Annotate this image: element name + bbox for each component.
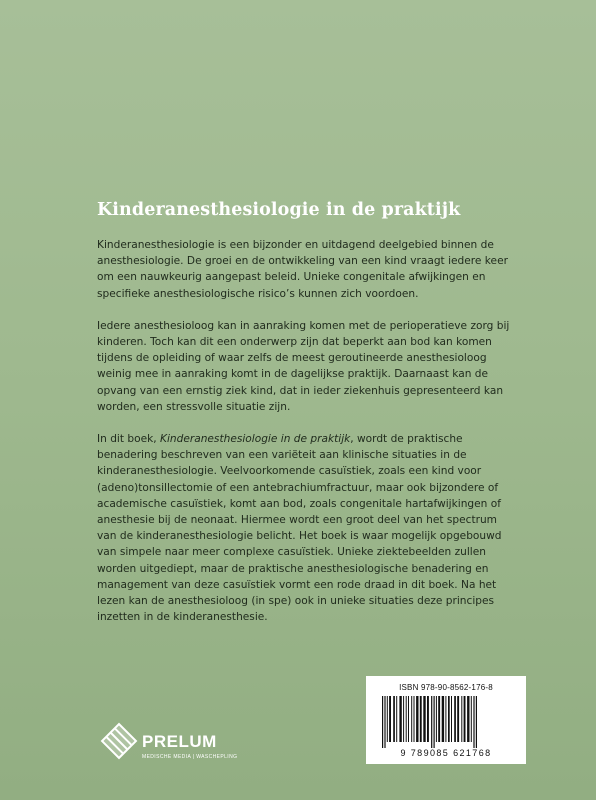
prelum-diamond-logo-icon bbox=[100, 722, 138, 760]
barcode-icon bbox=[380, 696, 512, 748]
barcode-digits: 9 789085 621768 bbox=[400, 748, 492, 758]
publisher-name: PRELUM bbox=[142, 732, 217, 751]
isbn-barcode bbox=[366, 676, 526, 764]
publisher-logo bbox=[100, 722, 260, 770]
book-title: Kinderanesthesiologie in de praktijk bbox=[97, 200, 461, 220]
isbn-label: ISBN 978-90-8562-176-8 bbox=[399, 683, 493, 692]
blurb-paragraph-2: Iedere anesthesioloog kan in aanraking komen met de perioperatieve zorg bij kinderen. Toch kan dit een onderwerp zijn dat beperkt aan bod kan komen tijdens de opleiding of waar zelfs de meest geroutineerde anesthesioloog weinig mee in aanraking komt in de dagelijkse praktijk. Daarnaast kan de opvang van een ernstig ziek kind, dat in ieder ziekenhuis gepresenteerd kan worden, een stressvolle situatie zijn. bbox=[97, 319, 510, 413]
book-title-italic: Kinderanesthesiologie in de praktijk bbox=[160, 433, 351, 446]
blurb-paragraph-1: Kinderanesthesiologie is een bijzonder en uitdagend deelgebied binnen de anesthesiologie. De groei en de ontwikkeling van een kind vraagt iedere keer om een nauwkeurig aangepast beleid. Unieke congenitale afwijkingen en specifieke anesthesiologische risico’s kunnen zich voordoen. bbox=[97, 239, 508, 300]
blurb bbox=[97, 237, 517, 641]
publisher-tagline: MEDISCHE MEDIA | WASCHEPLING bbox=[142, 754, 238, 760]
blurb-paragraph-3: In dit boek, Kinderanesthesiologie in de praktijk, wordt de praktische benadering beschreven van een variëteit aan klinische situaties in de kinderanesthesiologie. Veelvoorkomende casuïstiek, zoals een kind voor (adeno)tonsillectomie of een antebrachiumfractuur, maar ook bijzondere of academische casuïstiek, komt aan bod, zoals congenitale hartafwijkingen of anesthesie bij de neonaat. Hiermee wordt een groot deel van het spectrum van de kinderanesthesiologie belicht. Het boek is waar mogelijk opgebouwd van simpele naar meer complexe casuïstiek. Unieke ziektebeelden zullen worden uitgediept, maar de praktische anesthesiologische benadering en management van deze casuïstiek vormt een rode draad in dit boek. Na het lezen kan de anesthesioloog (in spe) ook in unieke situaties deze principes inzetten in de kinderanesthesie. bbox=[97, 433, 502, 624]
